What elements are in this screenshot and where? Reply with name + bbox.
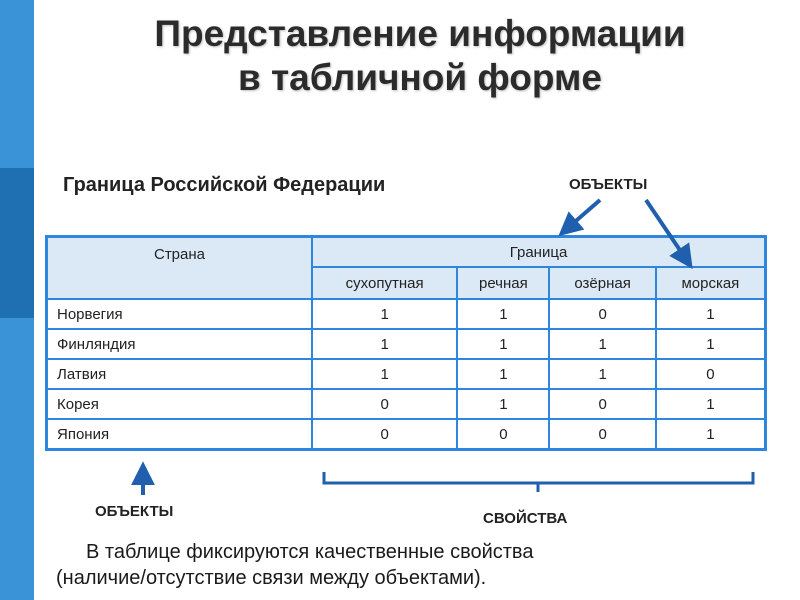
header-sea: морская	[656, 267, 766, 299]
value-cell: 0	[549, 419, 655, 450]
value-cell: 0	[656, 359, 766, 389]
table-row	[47, 389, 766, 419]
table-row	[47, 299, 766, 329]
value-cell: 1	[312, 299, 457, 329]
value-cell: 0	[312, 389, 457, 419]
value-cell: 1	[312, 329, 457, 359]
value-cell: 1	[656, 299, 766, 329]
value-cell: 0	[549, 299, 655, 329]
side-decor-strip-accent	[0, 168, 34, 318]
properties-label: СВОЙСТВА	[483, 510, 568, 527]
value-cell: 1	[457, 359, 549, 389]
value-cell: 0	[549, 389, 655, 419]
properties-bracket	[324, 472, 753, 492]
value-cell: 0	[312, 419, 457, 450]
value-cell: 1	[312, 359, 457, 389]
explanation-line1: В таблице фиксируются качественные свойства	[86, 541, 534, 563]
explanation-text	[56, 539, 756, 591]
slide-title-line2: в табличной форме	[238, 57, 602, 98]
objects-label-bottom: ОБЪЕКТЫ	[95, 503, 174, 520]
country-cell: Корея	[47, 389, 313, 419]
header-river: речная	[457, 267, 549, 299]
explanation-line2: (наличие/отсутствие связи между объектами).	[56, 567, 487, 589]
table-caption: Граница Российской Федерации	[63, 174, 386, 196]
objects-label-top: ОБЪЕКТЫ	[569, 176, 648, 193]
value-cell: 1	[656, 419, 766, 450]
border-table	[45, 235, 767, 451]
country-cell: Норвегия	[47, 299, 313, 329]
arrow-to-header-border	[562, 200, 600, 233]
value-cell: 1	[457, 389, 549, 419]
header-border: Граница	[312, 237, 766, 268]
value-cell: 1	[656, 329, 766, 359]
value-cell: 1	[549, 359, 655, 389]
header-lake: озёрная	[549, 267, 655, 299]
value-cell: 1	[549, 329, 655, 359]
table-row	[47, 359, 766, 389]
table-row	[47, 329, 766, 359]
country-cell: Япония	[47, 419, 313, 450]
header-country: Страна	[47, 237, 313, 300]
slide-title	[60, 12, 780, 100]
country-cell: Финляндия	[47, 329, 313, 359]
table-row	[47, 419, 766, 450]
header-land: сухопутная	[312, 267, 457, 299]
slide-title-line1: Представление информации	[154, 13, 686, 54]
value-cell: 1	[656, 389, 766, 419]
value-cell: 1	[457, 299, 549, 329]
country-cell: Латвия	[47, 359, 313, 389]
value-cell: 0	[457, 419, 549, 450]
value-cell: 1	[457, 329, 549, 359]
